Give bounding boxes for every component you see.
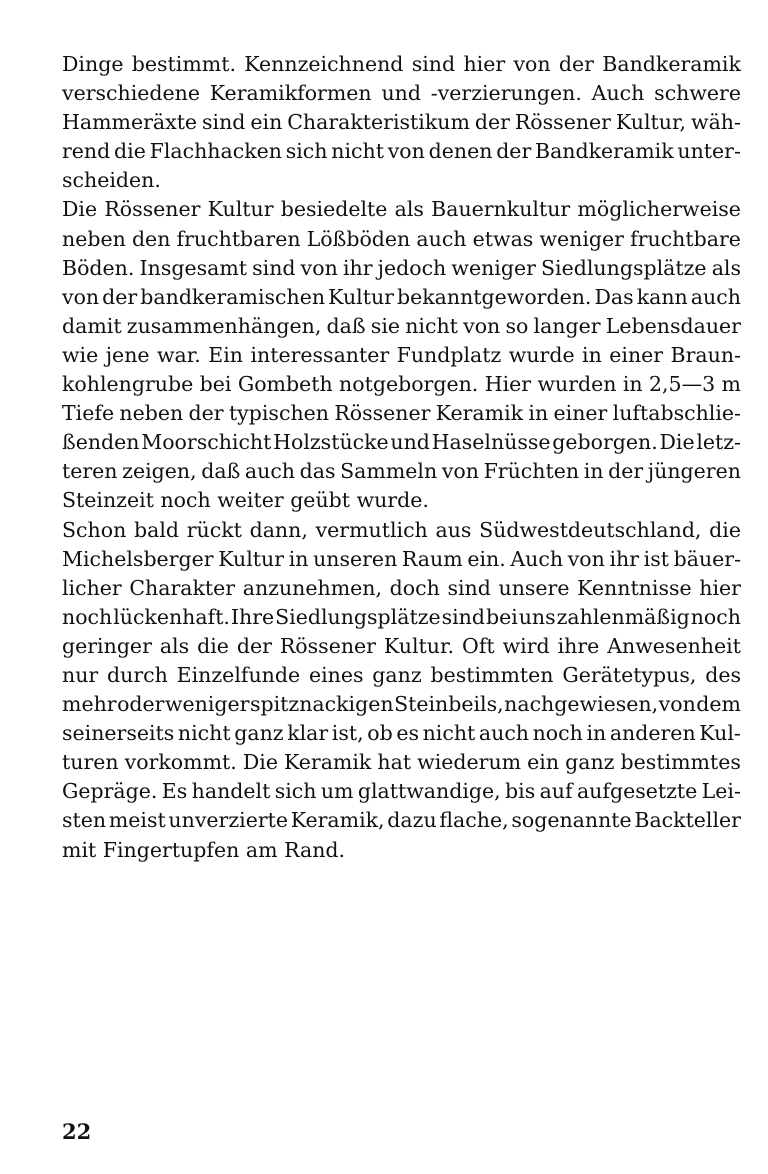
word: Braun- (670, 342, 741, 367)
word: ganz (234, 721, 284, 746)
word: Südwestdeutschland, (479, 517, 702, 542)
text-line (62, 312, 741, 341)
word: Steinzeit (62, 488, 154, 513)
text-line (62, 574, 741, 603)
word: einer (553, 401, 608, 426)
word: Rand. (284, 837, 346, 862)
word: meist (108, 808, 166, 833)
word: Hammeräxte (62, 110, 198, 135)
word: Früchten (483, 459, 580, 484)
word: jene (105, 342, 150, 367)
word: flache, (439, 808, 509, 833)
word: nicht (177, 721, 231, 746)
word: aufgesetzte (576, 779, 698, 804)
word: weiter (217, 488, 284, 513)
word: sich (274, 779, 317, 804)
word: unverzierte (168, 808, 288, 833)
word: die (197, 633, 229, 658)
word: Keramik (435, 401, 524, 426)
word: von (300, 255, 338, 280)
word: Rössener (104, 197, 201, 222)
word: der (558, 52, 594, 76)
word: ein (250, 110, 283, 135)
word: von (441, 459, 479, 484)
word: Fundplatz (396, 342, 502, 367)
word: sind (411, 52, 456, 76)
word: Ihre (230, 604, 275, 629)
word: rend (62, 139, 111, 164)
word: Anwesenheit (607, 633, 741, 658)
word: ist, (331, 721, 364, 746)
word: nur (62, 662, 99, 687)
word: in (582, 342, 602, 367)
word: bestimmten (430, 662, 554, 687)
text-line (62, 225, 741, 254)
word: m (721, 372, 741, 397)
word: -verzierungen. (430, 81, 582, 106)
word: der (496, 139, 532, 164)
word: so (505, 313, 529, 338)
text-line (62, 79, 741, 108)
word: Siedlungsplätze (275, 604, 441, 629)
word: daß (201, 459, 241, 484)
text-line (62, 777, 741, 806)
word: Das (594, 284, 634, 309)
text-line (62, 50, 741, 79)
word: von (567, 546, 605, 571)
word: sind (441, 604, 485, 629)
word: unseren (313, 546, 398, 571)
word: von (513, 52, 551, 76)
word: vermutlich (315, 517, 428, 542)
text-line (62, 428, 741, 457)
word: letz- (696, 430, 741, 455)
word: der (188, 401, 224, 426)
page-number: 22 (62, 1119, 92, 1144)
word: bei (199, 372, 232, 397)
word: Gepräge. (62, 779, 158, 804)
word: Keramik, (290, 808, 385, 833)
word: rückt (186, 517, 242, 542)
word: ein. (467, 546, 506, 571)
word: ihre (557, 633, 600, 658)
word: wird (502, 633, 550, 658)
word: ßenden (62, 430, 140, 455)
word: Keramikformen (209, 81, 372, 106)
word: weniger (539, 226, 624, 251)
word: sogenannte (511, 808, 632, 833)
word: notgeborgen. (339, 372, 479, 397)
text-line (62, 486, 741, 515)
word: Rössener (279, 633, 376, 658)
word: Gombeth (237, 372, 333, 397)
word: scheiden. (62, 168, 161, 193)
word: noch (62, 604, 113, 629)
word: fruchtbare (630, 226, 741, 251)
word: uns (518, 604, 556, 629)
word: dem (696, 692, 741, 717)
word: Kenntnisse (577, 575, 692, 600)
word: ganz (565, 750, 615, 775)
word: Rössener (334, 401, 431, 426)
word: Die (659, 430, 695, 455)
word: Tiefe (62, 401, 115, 426)
word: bestimmt. (131, 52, 236, 76)
word: teren (62, 459, 118, 484)
word: noch (532, 721, 583, 746)
text-line (62, 806, 741, 835)
word: Charakter (129, 575, 236, 600)
word: licher (62, 575, 122, 600)
word: und (381, 81, 421, 106)
word: hier (463, 52, 506, 76)
word: in (622, 372, 643, 397)
word: Lei- (701, 779, 741, 804)
word: jüngeren (647, 459, 741, 484)
word: als (711, 255, 741, 280)
word: sind (202, 110, 246, 135)
word: zahlenmäßig (556, 604, 690, 629)
word: Bauernkultur (431, 197, 571, 222)
text-line (62, 748, 741, 777)
word: spitznackigen (249, 692, 394, 717)
word: neben (62, 226, 126, 251)
word: als (159, 633, 190, 658)
word: bekanntgeworden. (396, 284, 592, 309)
word: turen (62, 750, 119, 775)
word: hat (377, 750, 412, 775)
word: bis (505, 779, 536, 804)
word: Michelsberger (62, 546, 214, 571)
text-line (62, 195, 741, 224)
word: Flachhacken (149, 139, 282, 164)
word: anderen (609, 721, 696, 746)
word: geborgen. (552, 430, 658, 455)
word: wurde. (356, 488, 429, 513)
word: Kultur, (615, 110, 687, 135)
word: anzunehmen, (242, 575, 383, 600)
word: auch (690, 284, 741, 309)
word: hier (699, 575, 741, 600)
word: von (62, 284, 100, 309)
word: ihr (609, 546, 640, 571)
word: möglicherweise (577, 197, 741, 222)
word: bei (485, 604, 518, 629)
word: einer (609, 342, 664, 367)
word: Holzstücke (273, 430, 389, 455)
word: bald (133, 517, 180, 542)
word: ganz (372, 662, 422, 687)
word: Bandkeramik (535, 139, 674, 164)
word: eines (308, 662, 364, 687)
word: Die (242, 750, 278, 775)
word: Böden. (62, 255, 135, 280)
word: Insgesamt (139, 255, 248, 280)
word: Lößböden (306, 226, 411, 251)
word: den (131, 226, 171, 251)
word: Schon (62, 517, 127, 542)
word: lückenhaft. (113, 604, 230, 629)
word: etwas (472, 226, 534, 251)
word: und (390, 430, 430, 455)
word: glattwandige, (357, 779, 501, 804)
word: Charakteristikum (287, 110, 470, 135)
text-line (62, 370, 741, 399)
word: Oft (462, 633, 495, 658)
word: Steinbeils, (394, 692, 504, 717)
text-line (62, 632, 741, 661)
word: in (586, 721, 607, 746)
word: geübt (290, 488, 351, 513)
word: Auch (591, 81, 645, 106)
word: der (236, 633, 272, 658)
word: jedoch (377, 255, 447, 280)
word: nachgewiesen, (504, 692, 659, 717)
word: denen (428, 139, 493, 164)
text-line (62, 283, 741, 312)
word: handelt (191, 779, 271, 804)
word: Keramik (284, 750, 372, 775)
word: durch (107, 662, 168, 687)
word: doch (389, 575, 440, 600)
text-line (62, 603, 741, 632)
word: Lebensdauer (605, 313, 741, 338)
word: von (387, 139, 425, 164)
word: bäuer- (673, 546, 741, 571)
word: dazu (387, 808, 437, 833)
text-line (62, 836, 741, 865)
word: der (474, 110, 510, 135)
word: mehr (62, 692, 117, 717)
word: ist (643, 546, 669, 571)
word: Raum (401, 546, 463, 571)
word: auch (244, 459, 296, 484)
word: die (709, 517, 741, 542)
word: zeigen, (122, 459, 197, 484)
word: weniger (164, 692, 250, 717)
word: wäh- (691, 110, 741, 135)
word: nicht (422, 721, 476, 746)
word: 2,5—3 (648, 372, 716, 397)
word: war. (156, 342, 201, 367)
word: in (528, 401, 549, 426)
word: Dinge (62, 52, 124, 76)
word: zusammenhängen, (126, 313, 322, 338)
word: es (396, 721, 419, 746)
word: Es (161, 779, 188, 804)
word: Bandkeramik (602, 52, 741, 76)
text-line (62, 341, 741, 370)
word: verschiedene (62, 81, 200, 106)
text-line (62, 690, 741, 719)
word: sind (447, 575, 491, 600)
word: die (114, 139, 146, 164)
word: von (658, 692, 696, 717)
word: Moorschicht (141, 430, 272, 455)
word: nicht (331, 139, 384, 164)
word: ihr (342, 255, 373, 280)
text-line (62, 254, 741, 283)
text-line (62, 545, 741, 574)
word: der (608, 459, 644, 484)
word: wiederum (417, 750, 522, 775)
word: wurde (508, 342, 575, 367)
word: kohlengrube (62, 372, 194, 397)
word: Kennzeichnend (244, 52, 404, 76)
word: weniger (451, 255, 536, 280)
word: Hier (484, 372, 532, 397)
word: sten (62, 808, 107, 833)
word: dann, (249, 517, 308, 542)
text-line (62, 661, 741, 690)
word: neben (119, 401, 184, 426)
text-line (62, 137, 741, 166)
text-line (62, 108, 741, 137)
word: seinerseits (62, 721, 175, 746)
word: Die (62, 197, 98, 222)
word: oder (117, 692, 165, 717)
word: luftabschlie- (612, 401, 741, 426)
word: das (299, 459, 336, 484)
text-line (62, 166, 741, 195)
word: der (102, 284, 138, 309)
word: schwere (654, 81, 741, 106)
word: vorkommt. (124, 750, 237, 775)
word: Kultur. (383, 633, 455, 658)
word: des (705, 662, 741, 687)
word: ob (367, 721, 393, 746)
word: Kultur (328, 284, 394, 309)
word: Rössener (514, 110, 611, 135)
word: mit (62, 837, 97, 862)
word: kann (636, 284, 688, 309)
word: noch (160, 488, 211, 513)
word: Kul- (699, 721, 741, 746)
word: Einzelfunde (176, 662, 301, 687)
word: interessanter (250, 342, 390, 367)
word: sind (252, 255, 296, 280)
word: besiedelte (280, 197, 388, 222)
word: Gerätetypus, (562, 662, 697, 687)
word: Fingertupfen (102, 837, 240, 862)
word: bestimmtes (620, 750, 741, 775)
text-line (62, 399, 741, 428)
word: noch (690, 604, 741, 629)
text-line (62, 719, 741, 748)
word: als (394, 197, 424, 222)
word: um (320, 779, 354, 804)
word: Kultur (207, 197, 274, 222)
word: Sammeln (340, 459, 438, 484)
word: Siedlungsplätze (541, 255, 707, 280)
word: unsere (498, 575, 570, 600)
word: am (245, 837, 278, 862)
word: auch (416, 226, 467, 251)
word: Haselnüsse (431, 430, 551, 455)
word: geringer (62, 633, 152, 658)
word: in (583, 459, 604, 484)
word: Auch (510, 546, 564, 571)
word: bandkeramischen (140, 284, 326, 309)
word: von (463, 313, 501, 338)
word: ein (527, 750, 560, 775)
word: Ein (208, 342, 244, 367)
word: auf (539, 779, 573, 804)
word: auch (478, 721, 529, 746)
word: nicht (405, 313, 458, 338)
text-line (62, 457, 741, 486)
word: sie (370, 313, 401, 338)
word: typischen (228, 401, 329, 426)
word: sich (285, 139, 328, 164)
word: Kultur (218, 546, 285, 571)
word: in (288, 546, 309, 571)
word: klar (287, 721, 329, 746)
word: aus (435, 517, 472, 542)
word: langer (533, 313, 601, 338)
word: damit (62, 313, 122, 338)
word: wie (62, 342, 99, 367)
word: fruchtbaren (176, 226, 301, 251)
body-text (62, 50, 741, 865)
text-line (62, 516, 741, 545)
word: Backteller (634, 808, 741, 833)
word: wurden (537, 372, 617, 397)
word: unter- (677, 139, 741, 164)
word: daß (326, 313, 366, 338)
